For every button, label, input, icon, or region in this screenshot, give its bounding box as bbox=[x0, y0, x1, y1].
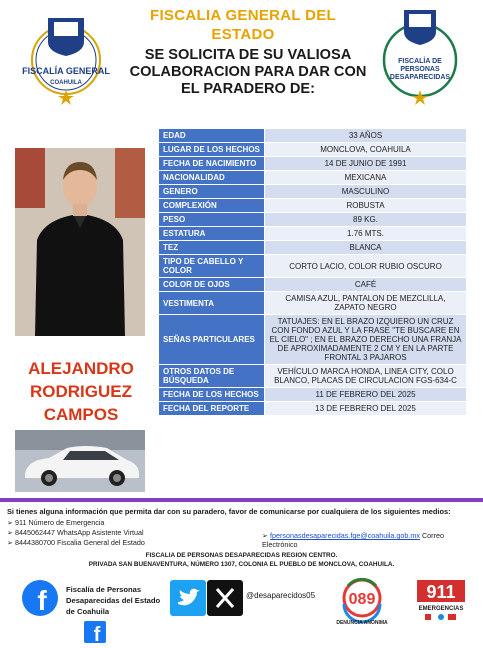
details-value: VEHÍCULO MARCA HONDA, LINEA CITY, COLO BLANCO, PLACAS DE CIRCULACION FGS-634-C bbox=[265, 365, 467, 388]
details-row bbox=[159, 185, 467, 199]
details-row bbox=[159, 129, 467, 143]
details-row bbox=[159, 278, 467, 292]
details-label: FECHA DE LOS HECHOS bbox=[159, 388, 265, 402]
email-link[interactable]: fpersonasdesaparecidas.fge@coahuila.gob.mx bbox=[270, 531, 420, 540]
details-row bbox=[159, 292, 467, 315]
details-label: OTROS DATOS DE BÚSQUEDA bbox=[159, 365, 265, 388]
vehicle-photo bbox=[15, 430, 145, 492]
details-row bbox=[159, 171, 467, 185]
details-value: CAMISA AZUL, PANTALON DE MEZCLILLA, ZAPATO NEGRO bbox=[265, 292, 467, 315]
details-row bbox=[159, 213, 467, 227]
emergency-911-logo bbox=[415, 578, 467, 624]
anon-number: 089 bbox=[348, 591, 376, 608]
contact-list bbox=[7, 518, 247, 548]
divider bbox=[0, 498, 483, 502]
details-row bbox=[159, 157, 467, 171]
anonymous-report-logo bbox=[334, 576, 390, 628]
office-line: PRIVADA SAN BUENAVENTURA, NÚMERO 1307, COLONIA EL PUEBLO DE MONCLOVA, COAHUILA. bbox=[88, 561, 395, 568]
logo-coahuila-text: COAHUILA bbox=[50, 80, 82, 86]
email-contact: ➢ fpersonasdesaparecidas.fge@coahuila.gob.mx Correo Electrónico bbox=[262, 531, 444, 549]
details-value: CORTO LACIO, COLOR RUBIO OSCURO bbox=[265, 255, 467, 278]
details-value: MASCULINO bbox=[265, 185, 467, 199]
headline: SE SOLICITA DE SU VALIOSA COLABORACION PARA DAR CON EL PARADERO DE: bbox=[129, 47, 367, 97]
details-row bbox=[159, 402, 467, 416]
details-value: 11 DE FEBRERO DEL 2025 bbox=[265, 388, 467, 402]
facebook-icon[interactable] bbox=[22, 580, 58, 616]
details-label: TEZ bbox=[159, 241, 265, 255]
details-row bbox=[159, 365, 467, 388]
fiscalia-general-logo bbox=[22, 8, 110, 108]
details-row bbox=[159, 255, 467, 278]
svg-text:f: f bbox=[37, 585, 47, 616]
details-value: 14 DE JUNIO DE 1991 bbox=[265, 157, 467, 171]
details-label: PESO bbox=[159, 213, 265, 227]
name-line-third: CAMPOS bbox=[43, 405, 119, 424]
details-value: 1.76 MTS. bbox=[265, 227, 467, 241]
details-label: COLOR DE OJOS bbox=[159, 278, 265, 292]
office-line: FISCALIA DE PERSONAS DESAPARECIDAS REGION CENTRO. bbox=[145, 552, 338, 559]
details-label: ESTATURA bbox=[159, 227, 265, 241]
emergency-number: 911 bbox=[426, 582, 456, 602]
office-address bbox=[0, 551, 483, 569]
details-value: 89 KG. bbox=[265, 213, 467, 227]
person-photo bbox=[15, 148, 145, 336]
name-line-second: RODRIGUEZ bbox=[30, 382, 132, 401]
details-label: TIPO DE CABELLO Y COLOR bbox=[159, 255, 265, 278]
details-label: VESTIMENTA bbox=[159, 292, 265, 315]
appeal-text: Si tienes alguna información que permita dar con su paradero, favor de comunicarse por cualquiera de los siguientes medios: bbox=[7, 507, 451, 516]
x-icon[interactable] bbox=[207, 580, 243, 616]
svg-text:f: f bbox=[93, 624, 101, 646]
details-value: TATUAJES: EN EL BRAZO IZQUIERO UN CRUZ CON FONDO AZUL Y LA FRASE "TE BUSCARE EN EL CIELO" ; EN EL BRAZO DERECHO UNA FRANJA DE APROXIMADAMENTE 2 CM Y EN LA PARTE FRONTAL 3 PAJAROS bbox=[265, 315, 467, 365]
contact-item[interactable]: ➢ 8444380700 Fiscalia General del Estado bbox=[7, 538, 145, 547]
name-line-first: ALEJANDRO bbox=[28, 359, 134, 378]
details-row bbox=[159, 315, 467, 365]
email-suffix: Correo Electrónico bbox=[262, 531, 444, 549]
details-value: ROBUSTA bbox=[265, 199, 467, 213]
org-title: FISCALIA GENERAL DEL ESTADO bbox=[149, 7, 336, 43]
details-label: FECHA DEL REPORTE bbox=[159, 402, 265, 416]
missing-person-name bbox=[10, 357, 152, 426]
details-label: COMPLEXIÓN bbox=[159, 199, 265, 213]
details-label: EDAD bbox=[159, 129, 265, 143]
facebook-square-icon[interactable] bbox=[84, 621, 106, 646]
details-row bbox=[159, 199, 467, 213]
details-value: BLANCA bbox=[265, 241, 467, 255]
social-handle[interactable]: @desaparecidos05 bbox=[246, 591, 316, 600]
details-value: MONCLOVA, COAHUILA bbox=[265, 143, 467, 157]
logo-fiscalia-text: FISCALÍA GENERAL bbox=[22, 66, 110, 76]
details-label: NACIONALIDAD bbox=[159, 171, 265, 185]
emergency-label: EMERGENCIAS bbox=[418, 606, 464, 612]
details-label: LUGAR DE LOS HECHOS bbox=[159, 143, 265, 157]
logo-desaparecidas-text: FISCALÍA DE PERSONAS DESAPARECIDAS bbox=[389, 58, 451, 81]
details-row bbox=[159, 143, 467, 157]
details-label: SEÑAS PARTICULARES bbox=[159, 315, 265, 365]
details-value: 13 DE FEBRERO DEL 2025 bbox=[265, 402, 467, 416]
twitter-icon[interactable] bbox=[170, 580, 206, 616]
details-value: 33 AÑOS bbox=[265, 129, 467, 143]
anon-label: DENUNCIA ANÓNIMA bbox=[336, 620, 388, 626]
details-row bbox=[159, 388, 467, 402]
facebook-page-name[interactable]: Fiscalía de Personas Desaparecidas del Estado de Coahuila bbox=[66, 585, 161, 616]
details-value: MEXICANA bbox=[265, 171, 467, 185]
details-table bbox=[158, 128, 467, 416]
contact-item[interactable]: ➢ 8445062447 WhatsApp Asistente Virtual bbox=[7, 528, 144, 537]
details-row bbox=[159, 241, 467, 255]
details-row bbox=[159, 227, 467, 241]
contact-item[interactable]: ➢ 911 Número de Emergencia bbox=[7, 518, 105, 527]
details-label: GENERO bbox=[159, 185, 265, 199]
details-label: FECHA DE NACIMIENTO bbox=[159, 157, 265, 171]
personas-desaparecidas-logo bbox=[380, 4, 460, 108]
details-value: CAFÉ bbox=[265, 278, 467, 292]
